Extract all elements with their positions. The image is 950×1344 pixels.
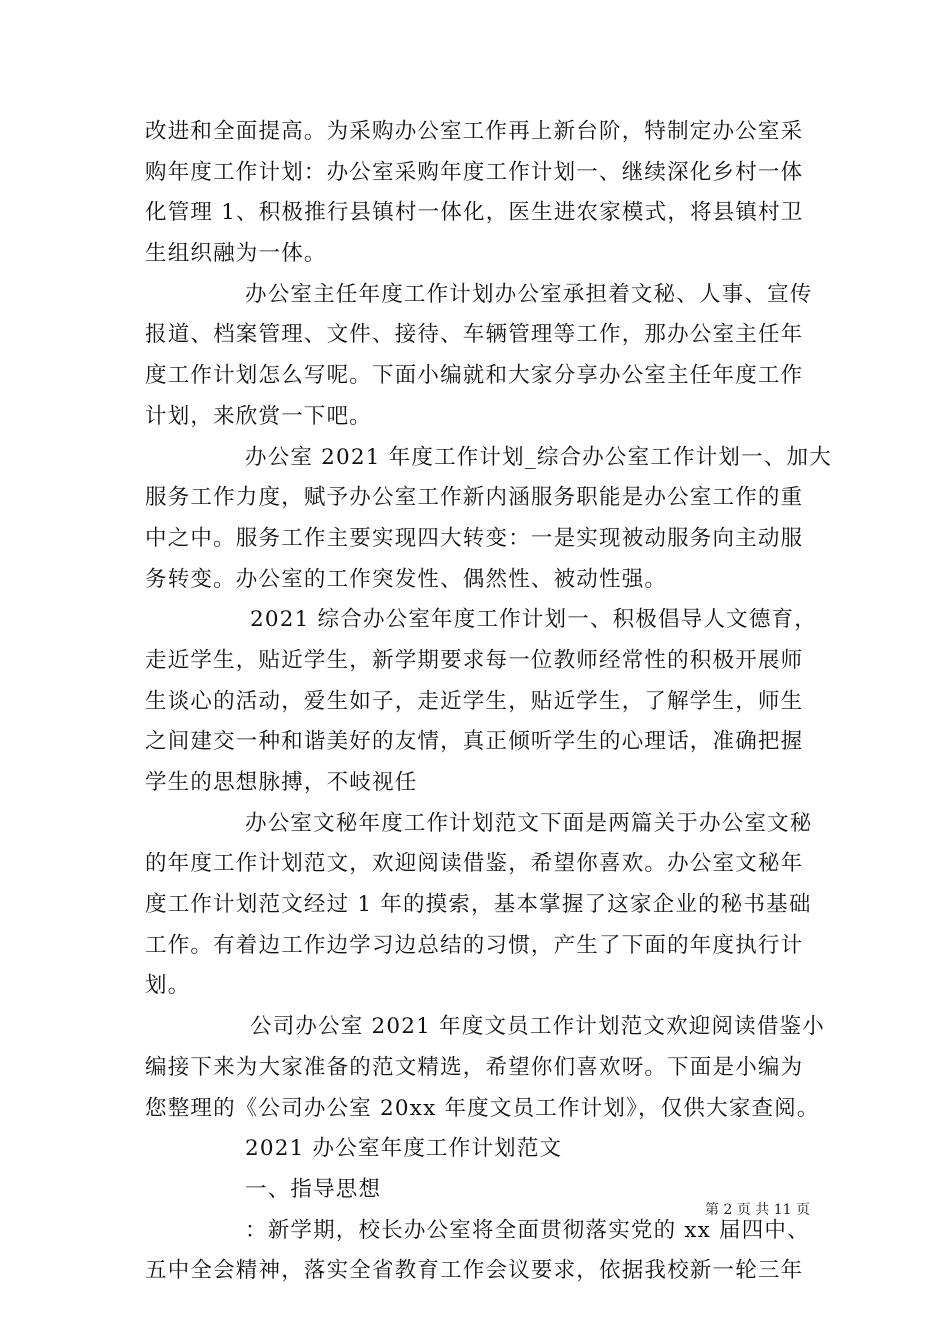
section-title: 2021 办公室年度工作计划范文 [245,1136,563,1162]
text-line: 学生的思想脉搏，不岐视任 [145,770,418,795]
page-number-footer: 第 2 页 共 11 页 [705,1202,810,1218]
paragraph-first-line: 办公室文秘年度工作计划范文下面是两篇关于办公室文秘 [245,810,813,836]
text-line: 报道、档案管理、文件、接待、车辆管理等工作，那办公室主任年 [145,322,804,348]
text-line: 生谈心的活动，爱生如子，走近学生，贴近学生，了解学生，师生 [145,688,804,714]
text-line: 度工作计划范文经过 1 年的摸索，基本掌握了这家企业的秘书基础 [145,892,812,918]
text-line: 务转变。办公室的工作突发性、偶然性、被动性强。 [145,566,668,592]
text-line: 工作。有着边工作边学习边总结的习惯，产生了下面的年度执行计 [145,932,804,958]
text-line: 中之中。服务工作主要实现四大转变：一是实现被动服务向主动服 [145,525,804,551]
text-line: 度工作计划怎么写呢。下面小编就和大家分享办公室主任年度工作 [145,363,804,389]
text-line: 购年度工作计划：办公室采购年度工作计划一、继续深化乡村一体 [145,159,804,185]
text-line: 之间建交一种和谐美好的友情，真正倾听学生的心理话，准确把握 [145,729,804,755]
text-line: 划。 [145,973,191,999]
text-line: 生组织融为一体。 [145,241,327,267]
text-line: 改进和全面提高。为采购办公室工作再上新台阶，特制定办公室采 [145,119,804,144]
paragraph-first-line: 办公室 2021 年度工作计划_综合办公室工作计划一、加大 [245,444,832,470]
paragraph-first-line: 2021 综合办公室年度工作计划一、积极倡导人文德育， [250,607,817,633]
paragraph-first-line: 公司办公室 2021 年度文员工作计划范文欢迎阅读借鉴小 [250,1014,825,1040]
text-line: 您整理的《公司办公室 20xx 年度文员工作计划》，仅供大家查阅。 [145,1095,820,1121]
text-line: 走近学生，贴近学生，新学期要求每一位教师经常性的积极开展师 [145,647,804,673]
section-heading: 一、指导思想 [245,1176,382,1202]
document-body [145,112,832,1292]
text-line: 五中全会精神，落实全省教育工作会议要求，依据我校新一轮三年 [145,1258,804,1284]
text-line: 计划，来欣赏一下吧。 [145,403,373,429]
paragraph-first-line: ：新学期，校长办公室将全面贯彻落实党的 xx 届四中、 [245,1217,810,1243]
text-line: 服务工作力度，赋予办公室工作新内涵服务职能是办公室工作的重 [145,485,804,511]
text-line: 化管理 1、积极推行县镇村一体化，医生进农家模式，将县镇村卫 [145,200,804,226]
text-line: 编接下来为大家准备的范文精选，希望你们喜欢呀。下面是小编为 [145,1054,804,1080]
text-line: 的年度工作计划范文，欢迎阅读借鉴，希望你喜欢。办公室文秘年 [145,851,804,877]
paragraph-first-line: 办公室主任年度工作计划办公室承担着文秘、人事、宣传 [245,281,813,307]
